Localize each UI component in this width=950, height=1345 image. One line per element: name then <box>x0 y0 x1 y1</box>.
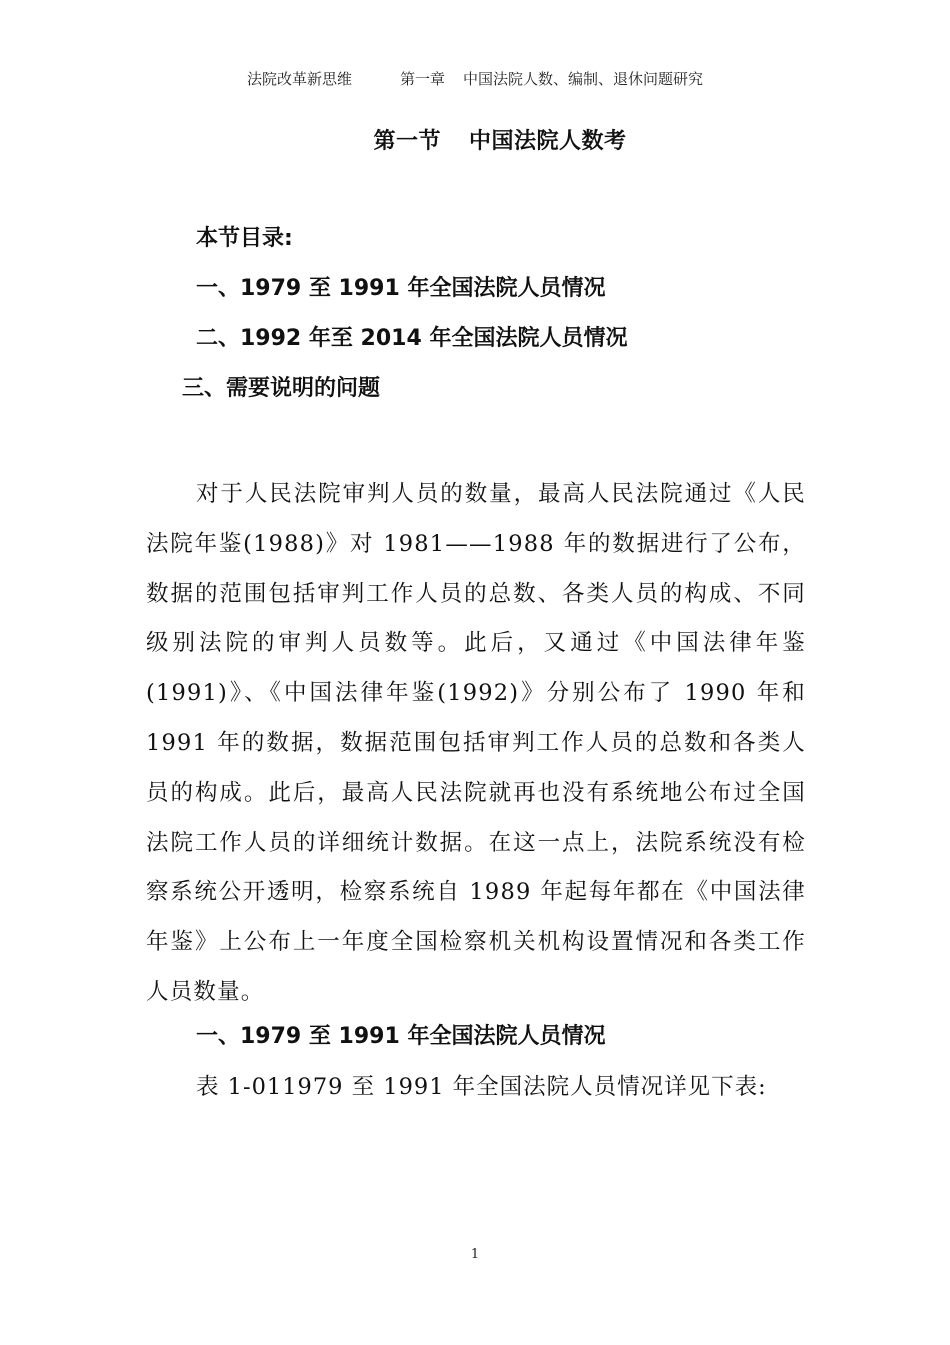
table-caption: 表 1-011979 至 1991 年全国法院人员情况详见下表: <box>196 1074 767 1100</box>
subheading: 一、1979 至 1991 年全国法院人员情况 <box>196 1024 606 1049</box>
header-book-title: 法院改革新思维 <box>246 70 352 88</box>
section-name: 中国法院人数考 <box>469 129 627 154</box>
page-number: 1 <box>470 1247 480 1262</box>
running-header <box>0 68 950 89</box>
toc-item: 一、1979 至 1991 年全国法院人员情况 <box>196 276 606 301</box>
toc-item: 二、1992 年至 2014 年全国法院人员情况 <box>196 326 628 351</box>
toc-heading: 本节目录: <box>196 226 293 251</box>
section-number: 第一节 <box>373 129 441 154</box>
toc-item: 三、需要说明的问题 <box>182 376 381 401</box>
header-chapter-label: 第一章 <box>399 70 445 88</box>
section-title <box>0 124 950 155</box>
header-chapter-title: 中国法院人数、编制、退休问题研究 <box>463 70 704 88</box>
body-paragraph: 对于人民法院审判人员的数量，最高人民法院通过《人民法院年鉴(1988)》对 1981——1988 年的数据进行了公布，数据的范围包括审判工作人员的总数、各类人员的构成、不同级别法院的审判人员数等。此后，又通过《中国法律年鉴(1991)》、《中国法律年鉴(1992)》分别公布了 1990 年和 1991 年的数据，数据范围包括审判工作人员的总数和各类人员的构成。此后，最高人民法院就再也没有系统地公布过全国法院工作人员的详细统计数据。在这一点上，法院系统没有检察系统公开透明，检察系统自 1989 年起每年都在《中国法律年鉴》上公布上一年度全国检察机关机构设置情况和各类工作人员数量。 <box>146 481 806 1005</box>
